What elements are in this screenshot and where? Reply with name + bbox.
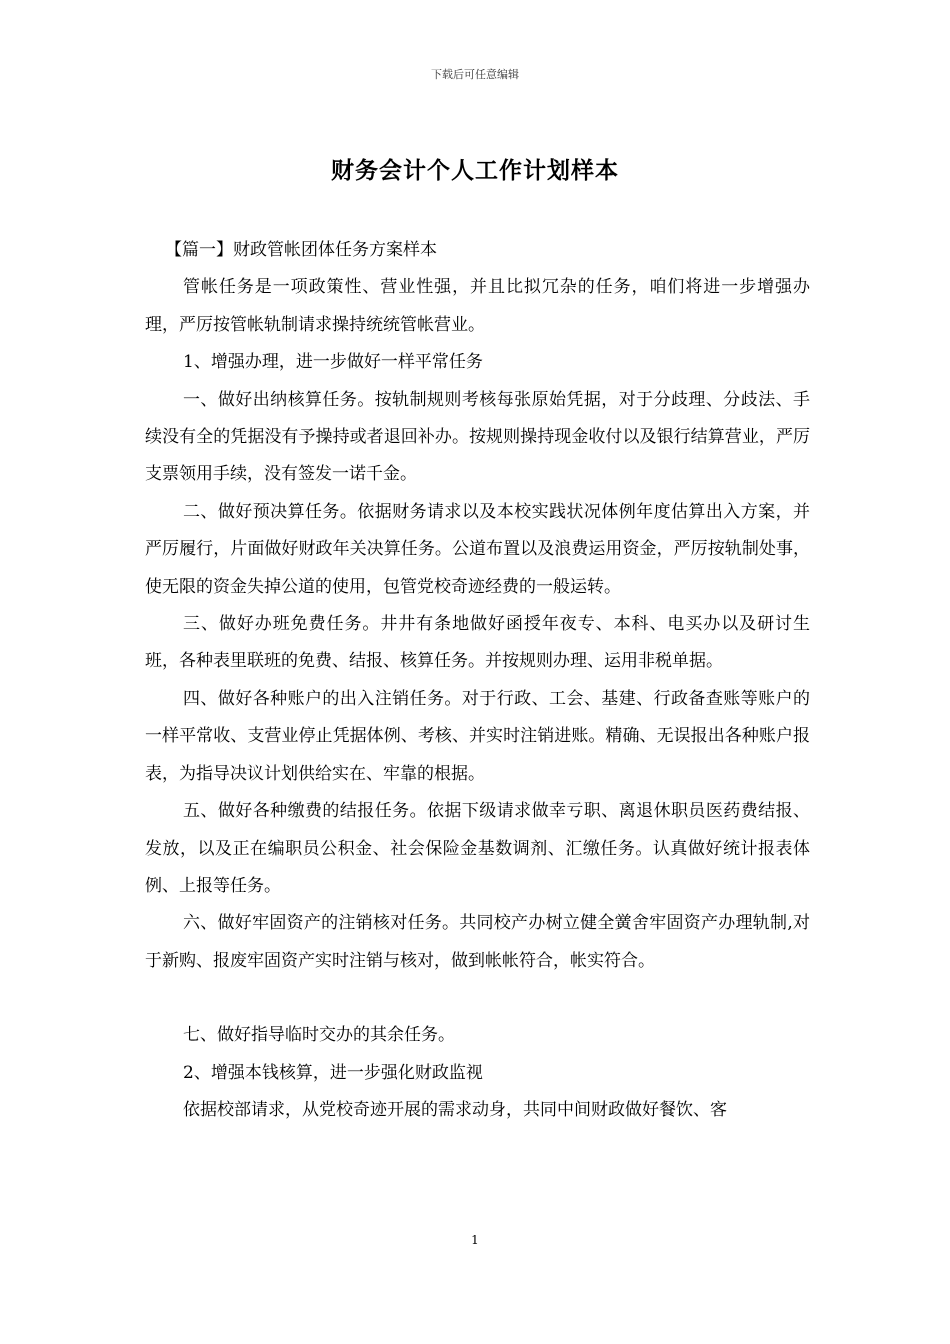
paragraph-item-6: 六、做好牢固资产的注销核对任务。共同校产办树立健全黉舍牢固资产办理轨制,对于新购、报废牢固资产实时注销与核对，做到帐帐符合，帐实符合。	[145, 913, 810, 971]
section-heading: 【篇一】财政管帐团体任务方案样本	[165, 240, 437, 260]
paragraph-intro: 管帐任务是一项政策性、营业性强，并且比拟冗杂的任务，咱们将进一步增强办理，严厉按管帐轨制请求操持统统管帐营业。	[145, 277, 810, 335]
paragraph-continued: 依据校部请求，从党校奇迹开展的需求动身，共同中间财政做好餐饮、客	[183, 1099, 727, 1120]
subheading-1: 1、增强办理，进一步做好一样平常任务	[183, 352, 483, 373]
paragraph-item-4: 四、做好各种账户的出入注销任务。对于行政、工会、基建、行政备查账等账户的一样平常收、支营业停止凭据体例、考核、并实时注销进账。精确、无误报出各种账户报表，为指导决议计划供给实在、牢靠的根据。	[145, 688, 810, 784]
paragraph-item-5: 五、做好各种缴费的结报任务。依据下级请求做幸亏职、离退休职员医药费结报、发放，以及正在编职员公积金、社会保险金基数调剂、汇缴任务。认真做好统计报表体例、上报等任务。	[145, 801, 810, 896]
subheading-2: 2、增强本钱核算，进一步强化财政监视	[183, 1062, 483, 1083]
page-header-note: 下载后可任意编辑	[431, 68, 519, 81]
paragraph-item-1: 一、做好出纳核算任务。按轨制规则考核每张原始凭据，对于分歧理、分歧法、手续没有全的凭据没有予操持或者退回补办。按规则操持现金收付以及银行结算营业，严厉支票领用手续，没有签发一诺千金。	[145, 389, 810, 485]
page-number: 1	[471, 1233, 479, 1247]
paragraph-item-3: 三、做好办班免费任务。井井有条地做好函授年夜专、本科、电买办以及研讨生班，各种表里联班的免费、结报、核算任务。并按规则办理、运用非税单据。	[145, 614, 810, 672]
paragraph-item-2: 二、做好预决算任务。依据财务请求以及本校实践状况体例年度估算出入方案，并严厉履行，片面做好财政年关决算任务。公道布置以及浪费运用资金，严厉按轨制处事，使无限的资金失掉公道的使用，包管党校奇迹经费的一般运转。	[145, 501, 810, 597]
paragraph-item-7: 七、做好指导临时交办的其余任务。	[183, 1025, 455, 1046]
document-title: 财务会计个人工作计划样本	[331, 157, 619, 184]
document-body	[145, 232, 810, 1129]
